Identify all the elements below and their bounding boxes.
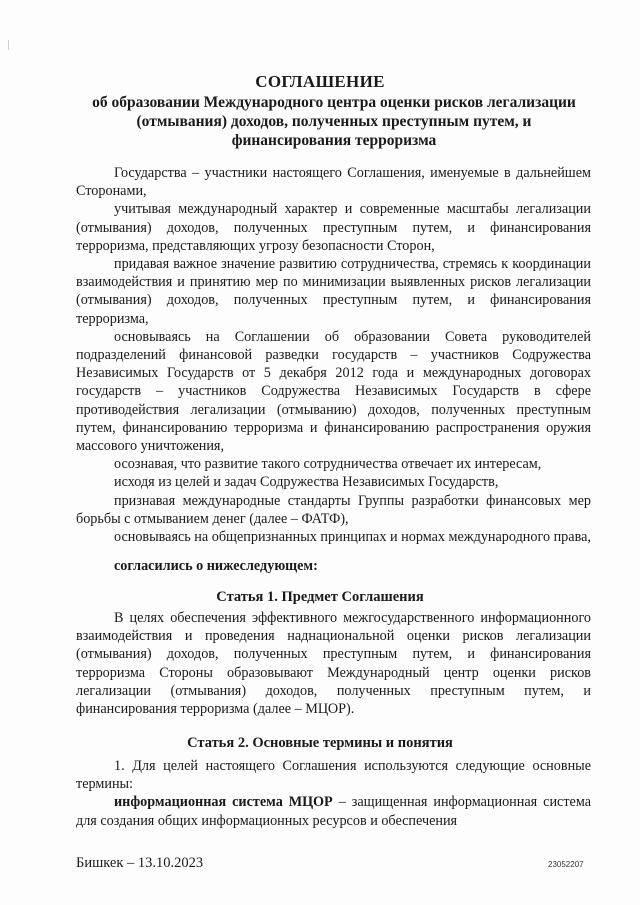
article-2-body <box>76 757 591 830</box>
document-number: 23052207 <box>548 860 584 869</box>
article-2-intro: 1. Для целей настоящего Соглашения используются следующие основные термины: <box>76 758 591 793</box>
article-1-paragraph: В целях обеспечения эффективного межгосударственного информационного взаимодействия и проведения наднациональной оценки рисков легализации (отмывания) доходов, полученных преступным путем, и финансирования терроризма Стороны образовывают Международный центр оценки рисков легализации (отмывания) доходов, полученных преступным путем, и финансирования терроризма (далее – МЦОР). <box>76 610 591 718</box>
preamble-paragraph: исходя из целей и задач Содружества Независимых Государств, <box>114 474 499 491</box>
preamble <box>76 164 591 546</box>
preamble-paragraph: придавая важное значение развитию сотрудничества, стремясь к координации взаимодействия и принятию мер по минимизации выявленных рисков легализации (отмывания) доходов, полученных преступным путем, и финансирования терроризма, <box>76 256 591 327</box>
term-definition: – защищенная информационная система для создания общих информационных ресурсов и обеспечения <box>76 794 592 829</box>
term-name: информационная система МЦОР <box>114 794 333 811</box>
scan-edge-mark <box>8 40 9 50</box>
preamble-paragraph: признавая международные стандарты Группы разработки финансовых мер борьбы с отмыванием денег (далее – ФАТФ), <box>76 492 591 527</box>
article-1-body <box>76 609 591 718</box>
document-subtitle: об образовании Международного центра оценки рисков легализации (отмывания) доходов, полученных преступным путем, и финансирования терроризма <box>92 94 576 149</box>
preamble-paragraph: Государства – участники настоящего Соглашения, именуемые в дальнейшем Сторонами, <box>76 165 591 200</box>
preamble-paragraph: основываясь на Соглашении об образовании Совета руководителей подразделений финансовой разведки государств – участников Содружества Независимых Государств от 5 декабря 2012 года и международных договорах государств – участников Содружества Независимых Государств в сфере противодействия легализации (отмыванию) доходов, полученных преступным путем, финансированию терроризма и финансированию распространения оружия массового уничтожения, <box>76 328 591 455</box>
preamble-paragraph: осознавая, что развитие такого сотрудничества отвечает их интересам, <box>114 456 542 473</box>
preamble-paragraph: основываясь на общепризнанных принципах и нормах международного права, <box>114 529 591 546</box>
article-2-term-paragraph <box>76 793 591 829</box>
document-title: СОГЛАШЕНИЕ <box>255 72 385 91</box>
agreement-clause: согласились о нижеследующем: <box>114 558 318 574</box>
preamble-paragraph: учитывая международный характер и современные масштабы легализации (отмывания) доходов, полученных преступным путем, и финансирования терроризма, представляющих угрозу безопасности Сторон, <box>76 201 591 254</box>
article-2-heading: Статья 2. Основные термины и понятия <box>187 735 453 751</box>
place-date: Бишкек – 13.10.2023 <box>76 855 204 871</box>
article-1-heading: Статья 1. Предмет Соглашения <box>216 589 424 605</box>
